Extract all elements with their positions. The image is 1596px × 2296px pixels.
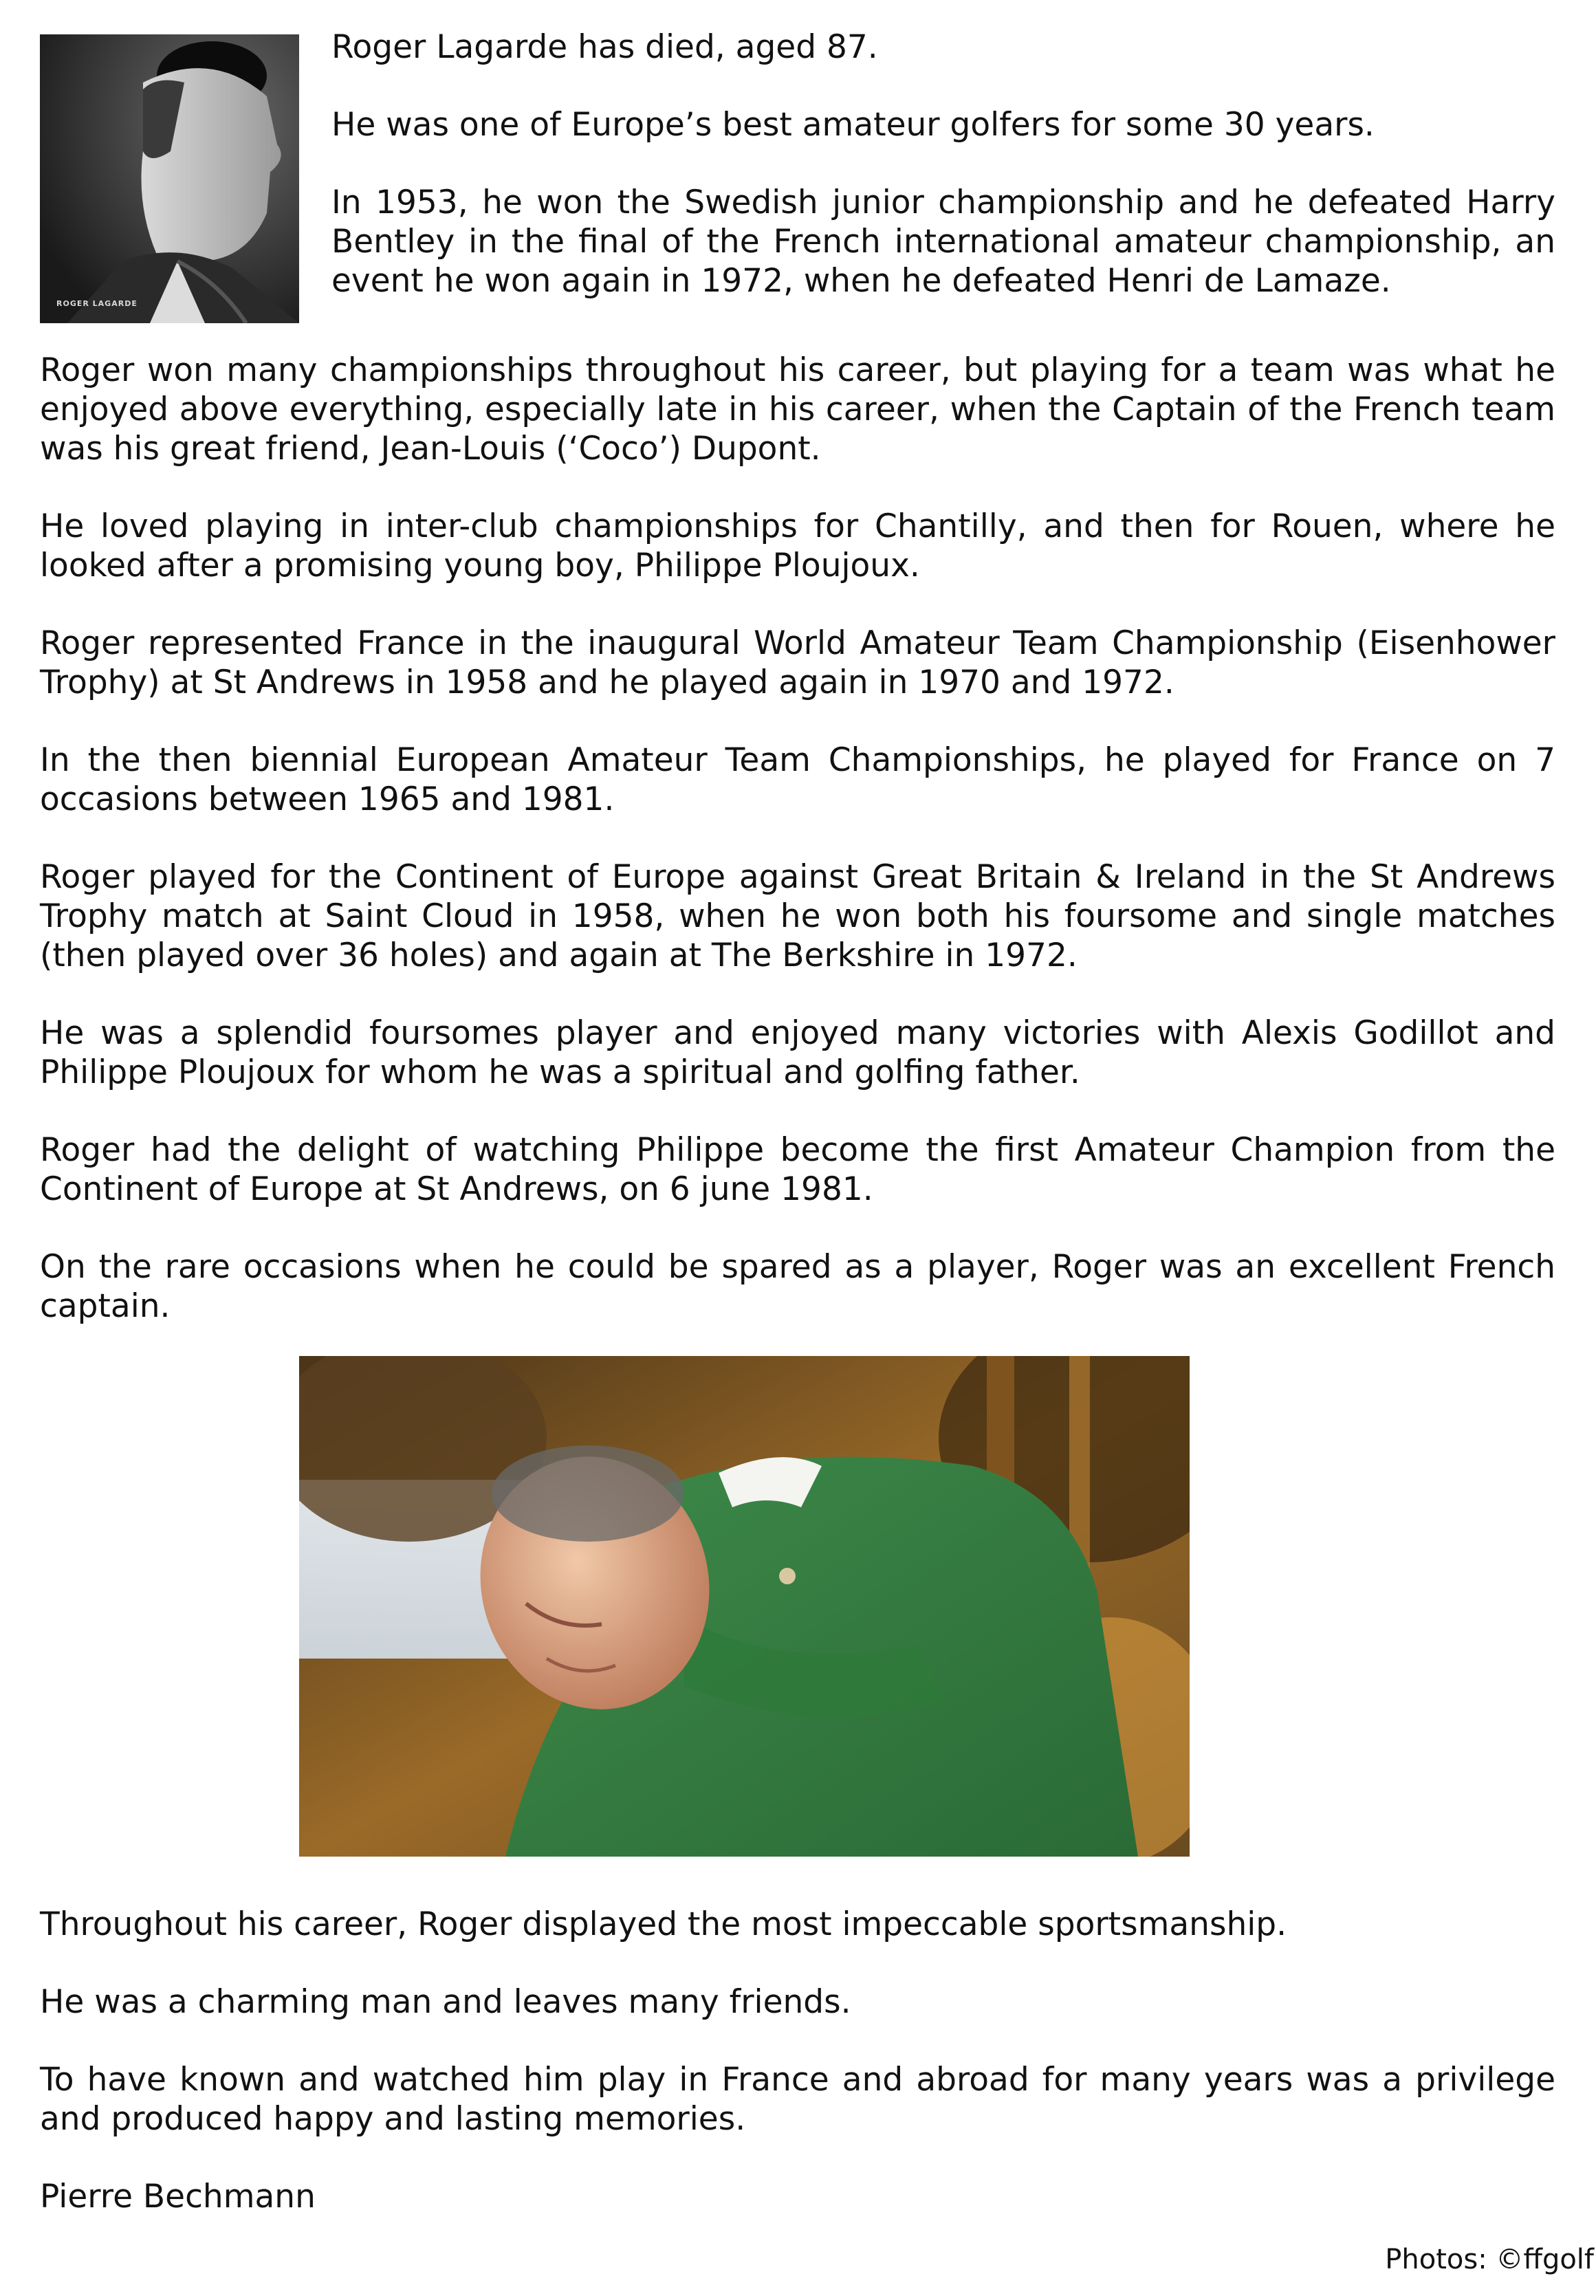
photo-credit: Photos: ©ffgolf	[1385, 2244, 1594, 2275]
article	[40, 28, 1555, 1857]
body-section	[40, 351, 1555, 1326]
body-paragraph-6: He was a splendid foursomes player and enjoyed many victories with Alexis Godillot and Philippe Ploujoux for whom he was a spiritual and golfing father.	[40, 1014, 1555, 1091]
portrait-photo	[40, 34, 299, 323]
body-paragraph-2: He loved playing in inter-club championships for Chantilly, and then for Rouen, where he looked after a promising young boy, Philippe Ploujoux.	[40, 507, 1555, 584]
golfer-photo	[299, 1356, 1190, 1857]
intro-text	[331, 28, 1555, 300]
portrait-caption: ROGER LAGARDE	[56, 299, 138, 308]
intro-paragraph-3: In 1953, he won the Swedish junior championship and he defeated Harry Bentley in the final of the French international amateur championship, an event he won again in 1972, when he defeated Henri de Lamaze.	[331, 184, 1555, 300]
body-paragraph-1: Roger won many championships throughout his career, but playing for a team was what he enjoyed above everything, especially late in his career, when the Captain of the French team was his great friend, Jean-Louis (‘Coco’) Dupont.	[40, 351, 1555, 468]
body-paragraph-5: Roger played for the Continent of Europe against Great Britain & Ireland in the St Andrews Trophy match at Saint Cloud in 1958, when he won both his foursome and single matches (then played over 36 holes) and again at The Berkshire in 1972.	[40, 858, 1555, 974]
intro-paragraph-1: Roger Lagarde has died, aged 87.	[331, 28, 878, 66]
closing-paragraph-1: Throughout his career, Roger displayed the most impeccable sportsmanship.	[40, 1905, 1287, 1943]
author-signature: Pierre Bechmann	[40, 2178, 316, 2216]
body-paragraph-8: On the rare occasions when he could be spared as a player, Roger was an excellent French captain.	[40, 1248, 1555, 1325]
body-paragraph-4: In the then biennial European Amateur Team Championships, he played for France on 7 occasions between 1965 and 1981.	[40, 741, 1555, 818]
intro-paragraph-2: He was one of Europe’s best amateur golfers for some 30 years.	[331, 106, 1375, 144]
body-paragraph-7: Roger had the delight of watching Philippe become the first Amateur Champion from the Continent of Europe at St Andrews, on 6 june 1981.	[40, 1131, 1555, 1208]
portrait-photo-icon	[40, 34, 299, 323]
closing-paragraph-2: He was a charming man and leaves many friends.	[40, 1983, 851, 2021]
closing-paragraph-3: To have known and watched him play in France and abroad for many years was a privilege and produced happy and lasting memories.	[40, 2061, 1555, 2138]
intro-section	[40, 28, 1555, 323]
body-paragraph-3: Roger represented France in the inaugural World Amateur Team Championship (Eisenhower Trophy) at St Andrews in 1958 and he played again in 1970 and 1972.	[40, 624, 1555, 701]
closing-section	[40, 1905, 1555, 2216]
golfer-photo-icon	[299, 1356, 1190, 1857]
